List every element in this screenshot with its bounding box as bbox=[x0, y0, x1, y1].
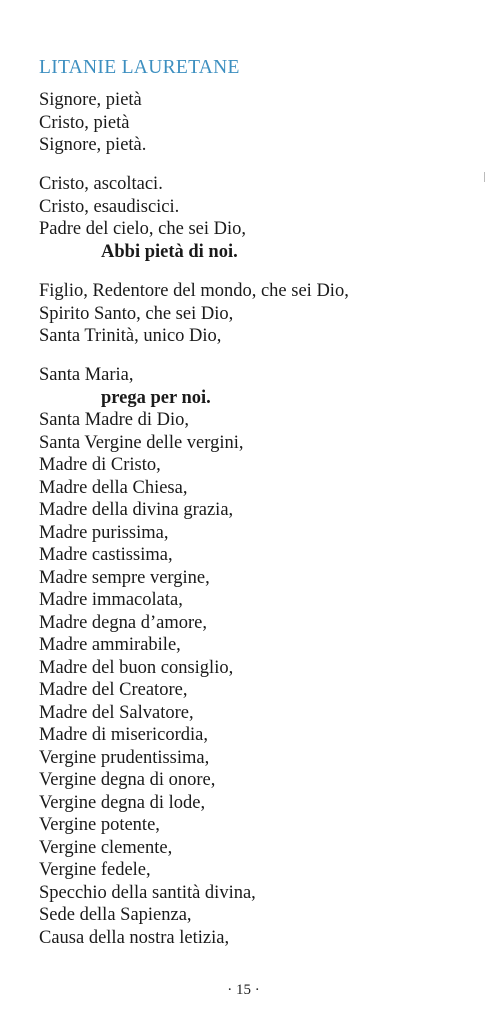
page-title: LITANIE LAURETANE bbox=[39, 57, 240, 78]
litany-block-trinity bbox=[39, 280, 349, 348]
litany-line: Santa Trinità, unico Dio, bbox=[39, 326, 222, 346]
litany-line: Santa Madre di Dio, bbox=[39, 410, 190, 430]
litany-line: Vergine fedele, bbox=[39, 860, 151, 880]
litany-line: Vergine potente, bbox=[39, 815, 160, 835]
margin-mark bbox=[484, 172, 485, 182]
litany-line: Padre del cielo, che sei Dio, bbox=[39, 219, 247, 239]
litany-line: Cristo, pietà bbox=[39, 112, 130, 133]
litany-line: Signore, pietà. bbox=[39, 135, 147, 155]
litany-line: Vergine clemente, bbox=[39, 837, 173, 858]
litany-line: Madre ammirabile, bbox=[39, 635, 181, 655]
litany-line: Cristo, esaudiscici. bbox=[39, 196, 180, 217]
litany-line: Vergine prudentissima, bbox=[39, 747, 210, 768]
litany-block-invocations bbox=[39, 173, 246, 263]
litany-line: Madre del Salvatore, bbox=[39, 702, 194, 723]
litany-line: Madre della Chiesa, bbox=[39, 477, 188, 498]
litany-line: Madre sempre vergine, bbox=[39, 567, 210, 588]
litany-line: Madre di Cristo, bbox=[39, 455, 161, 475]
litany-line: Santa Maria, bbox=[39, 365, 134, 385]
litany-line: Madre degna d’amore, bbox=[39, 612, 207, 633]
litany-line: Madre purissima, bbox=[39, 522, 169, 543]
litany-line: Madre di misericordia, bbox=[39, 725, 209, 745]
litany-line: Figlio, Redentore del mondo, che sei Dio, bbox=[39, 281, 349, 301]
litany-line: Madre castissima, bbox=[39, 545, 173, 565]
litany-line: Sede della Sapienza, bbox=[39, 905, 192, 925]
page-number: · 15 · bbox=[227, 982, 260, 998]
litany-block-kyrie bbox=[39, 89, 146, 157]
litany-line: Cristo, ascoltaci. bbox=[39, 174, 163, 194]
litany-line: Spirito Santo, che sei Dio, bbox=[39, 303, 234, 324]
litany-line: Causa della nostra letizia, bbox=[39, 927, 230, 948]
litany-line: Signore, pietà bbox=[39, 90, 142, 110]
litany-line: Madre della divina grazia, bbox=[39, 500, 234, 520]
litany-line: Madre immacolata, bbox=[39, 590, 183, 610]
litany-line: Madre del buon consiglio, bbox=[39, 657, 234, 678]
litany-response: Abbi pietà di noi. bbox=[101, 241, 238, 262]
litany-response: prega per noi. bbox=[101, 387, 211, 408]
litany-line: Vergine degna di lode, bbox=[39, 792, 206, 813]
litany-line: Specchio della santità divina, bbox=[39, 882, 256, 903]
litany-block-mary bbox=[39, 364, 256, 949]
litany-line: Santa Vergine delle vergini, bbox=[39, 432, 244, 453]
litany-line: Vergine degna di onore, bbox=[39, 770, 216, 790]
litany-line: Madre del Creatore, bbox=[39, 680, 188, 700]
